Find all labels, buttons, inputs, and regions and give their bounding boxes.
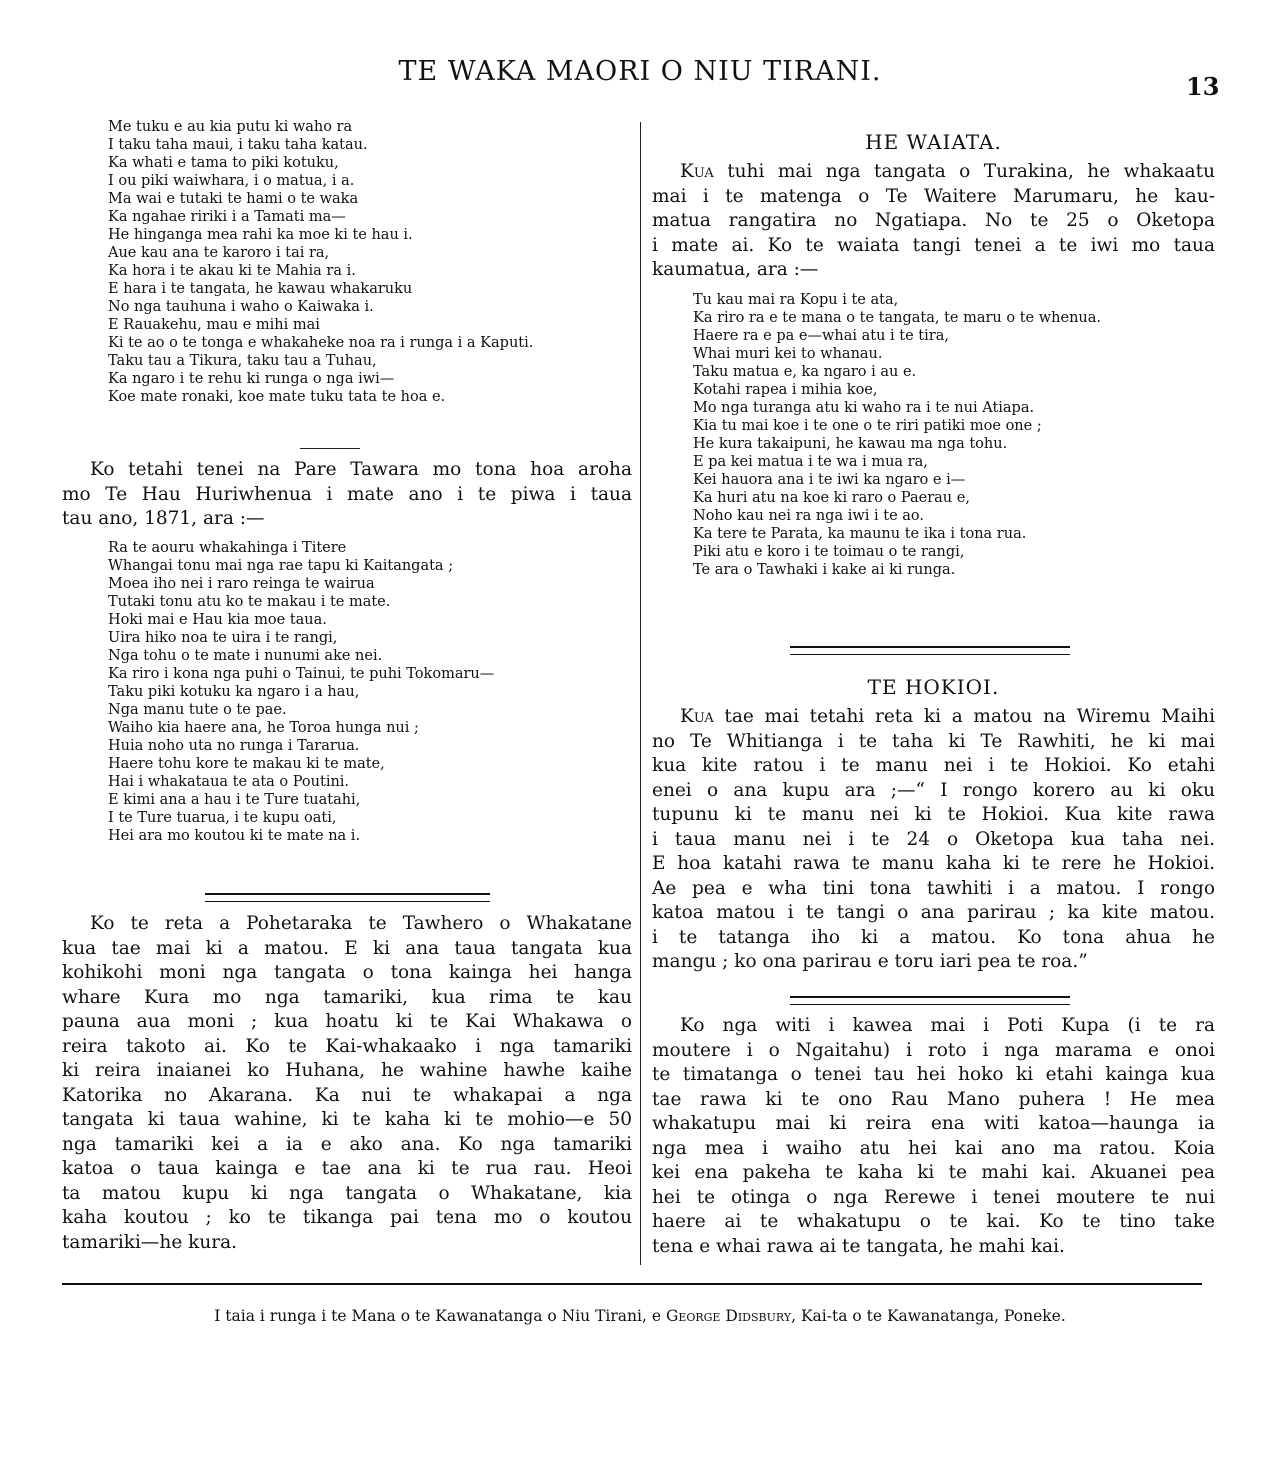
text-line: Ko tetahi tenei na Pare Tawara mo tona hoa aroha bbox=[90, 459, 632, 480]
text-line: mangu ; ko ona parirau e toru iari pea te roa.” bbox=[652, 951, 1088, 972]
text-line: matua rangatira no Ngatiapa. No te 25 o Oketopa bbox=[652, 210, 1215, 231]
line-text: tuhi mai nga tangata o Turakina, he whakaatu bbox=[713, 161, 1215, 182]
verse-line: Waiho kia haere ana, he Toroa hunga nui ; bbox=[108, 720, 419, 736]
text-line: i mate ai. Ko te waiata tangi tenei a te iwi mo taua bbox=[652, 234, 1215, 256]
text-line: nga mea i waiho atu hei kai ano ma ratou. Koia bbox=[652, 1137, 1215, 1159]
poem-left-2 bbox=[108, 539, 494, 845]
verse-line: E hara i te tangata, he kawau whakaruku bbox=[108, 281, 413, 297]
text-line: Katorika no Akarana. Ka nui te whakapai a nga bbox=[62, 1084, 632, 1106]
verse-line: Ka huri atu na koe ki raro o Paerau e, bbox=[693, 490, 970, 506]
text-line: katoa o taua kainga e tae ana ki te rua rau. Heoi bbox=[62, 1158, 632, 1179]
paragraph-left-1 bbox=[62, 458, 632, 532]
text-line: tau ano, 1871, ara :— bbox=[62, 508, 265, 529]
verse-line: Mo nga turanga atu ki waho ra i te nui Atiapa. bbox=[693, 400, 1035, 416]
verse-line: Aue kau ana te karoro i tai ra, bbox=[108, 245, 330, 261]
text-line: tupunu ki te manu nei ki te Hokioi. Kua kite rawa bbox=[652, 804, 1215, 825]
verse-line: Haere ra e pa e—whai atu i te tira, bbox=[693, 328, 949, 344]
text-line: no Te Whitianga i te taha ki Te Rawhiti, he ki mai bbox=[652, 730, 1215, 752]
verse-line: Nga tohu o te mate i nunumi ake nei. bbox=[108, 648, 383, 664]
verse-line: He kura takaipuni, he kawau ma nga tohu. bbox=[693, 436, 1008, 452]
verse-line: I taku taha maui, i taku taha katau. bbox=[108, 137, 368, 153]
text-line: tena e whai rawa ai te tangata, he mahi kai. bbox=[652, 1235, 1065, 1257]
text-line: mo Te Hau Huriwhenua i mate ano i te piwa i taua bbox=[62, 483, 632, 505]
verse-line: Ka ngahae ririki i a Tamati ma— bbox=[108, 209, 346, 225]
text-line: ki reira inaianei ko Huhana, he wahine hawhe kaihe bbox=[62, 1060, 632, 1081]
paragraph-right-2 bbox=[652, 705, 1215, 975]
poem-right-1 bbox=[693, 291, 1101, 579]
verse-line: Hei ara mo koutou ki te mate na i. bbox=[108, 828, 361, 844]
page-title: TE WAKA MAORI O NIU TIRANI. bbox=[398, 56, 882, 87]
verse-line: Nga manu tute o te pae. bbox=[108, 702, 287, 718]
verse-line: Noho kau nei ra nga iwi i te ao. bbox=[693, 508, 924, 524]
text-line bbox=[652, 160, 1215, 185]
lead-word: Kua bbox=[680, 706, 714, 727]
verse-line: Ka riro ra e te mana o te tangata, te maru o te whenua. bbox=[693, 310, 1101, 326]
text-line: i te tatanga iho ki a matou. Ko tona ahua he bbox=[652, 926, 1215, 948]
heading-te-hokioi: TE HOKIOI. bbox=[867, 675, 1000, 699]
verse-line: Ka riro i kona nga puhi o Tainui, te puhi Tokomaru— bbox=[108, 666, 495, 682]
text-line: kua tae mai ki a matou. E ki ana taua tangata kua bbox=[62, 937, 632, 959]
verse-line: Kotahi rapea i mihia koe, bbox=[693, 382, 878, 398]
text-line: katoa matou i te tangi o ana parirau ; ka kite matou. bbox=[652, 902, 1215, 923]
imprint-post: , Kai-ta o te Kawanatanga, Poneke. bbox=[791, 1307, 1066, 1325]
text-line: E hoa katahi rawa te manu kaha ki te rere he Hokioi. bbox=[652, 853, 1215, 874]
verse-line: Koe mate ronaki, koe mate tuku tata te hoa e. bbox=[108, 389, 446, 405]
verse-line: E Rauakehu, mau e mihi mai bbox=[108, 317, 320, 333]
verse-line: Taku tau a Tikura, taku tau a Tuhau, bbox=[108, 353, 377, 369]
text-line: hei te otinga o nga Rerewe i tenei moutere te nui bbox=[652, 1186, 1215, 1208]
verse-line: Ra te aouru whakahinga i Titere bbox=[108, 540, 347, 556]
verse-line: Te ara o Tawhaki i kake ai ki runga. bbox=[693, 562, 956, 578]
verse-line: He hinganga mea rahi ka moe ki te hau i. bbox=[108, 227, 413, 243]
verse-line: Haere tohu kore te makau ki te mate, bbox=[108, 756, 385, 772]
paragraph-right-1 bbox=[652, 160, 1215, 283]
text-line: ta matou kupu ki nga tangata o Whakatane, kia bbox=[62, 1182, 632, 1204]
verse-line: Kei hauora ana i te iwi ka ngaro e i— bbox=[693, 472, 966, 488]
verse-line: Tutaki tonu atu ko te makau i te mate. bbox=[108, 594, 391, 610]
verse-line: Ka ngaro i te rehu ki runga o nga iwi— bbox=[108, 371, 395, 387]
double-rule bbox=[790, 646, 1070, 655]
verse-line: Whangai tonu mai nga rae tapu ki Kaitangata ; bbox=[108, 558, 454, 574]
verse-line: Taku matua e, ka ngaro i au e. bbox=[693, 364, 917, 380]
verse-line: Taku piki kotuku ka ngaro i a hau, bbox=[108, 684, 360, 700]
imprint bbox=[0, 1307, 1280, 1325]
verse-line: Ma wai e tutaki te hami o te waka bbox=[108, 191, 359, 207]
verse-line: Me tuku e au kia putu ki waho ra bbox=[108, 119, 353, 135]
imprint-pre: I taia i runga i te Mana o te Kawanatanga o Niu Tirani, e bbox=[214, 1307, 666, 1325]
verse-line: Tu kau mai ra Kopu i te ata, bbox=[693, 292, 899, 308]
verse-line: Hai i whakataua te ata o Poutini. bbox=[108, 774, 350, 790]
text-line: pauna aua moni ; kua hoatu ki te Kai Whakawa o bbox=[62, 1011, 632, 1032]
section-rule bbox=[300, 448, 360, 449]
text-line: whare Kura mo nga tamariki, kua rima te kau bbox=[62, 986, 632, 1008]
text-line: kua kite ratou i te manu nei i te Hokioi. Ko etahi bbox=[652, 755, 1215, 776]
verse-line: Whai muri kei to whanau. bbox=[693, 346, 883, 362]
verse-line: Ka tere te Parata, ka maunu te ika i tona rua. bbox=[693, 526, 1027, 542]
text-line: kaumatua, ara :— bbox=[652, 259, 819, 280]
verse-line: Huia noho uta no runga i Tararua. bbox=[108, 738, 360, 754]
verse-line: I ou piki waiwhara, i o matua, i a. bbox=[108, 173, 355, 189]
text-line: te timatanga o tenei tau hei hoko ki etahi kainga kua bbox=[652, 1064, 1215, 1085]
text-line: nga tamariki kei a ia e ako ana. Ko nga tamariki bbox=[62, 1133, 632, 1155]
text-line: kaha koutou ; ko te tikanga pai tena mo o koutou bbox=[62, 1207, 632, 1228]
text-line: enei o ana kupu ara ;—“ I rongo korero au ki oku bbox=[652, 779, 1215, 801]
verse-line: Moea iho nei i raro reinga te wairua bbox=[108, 576, 375, 592]
text-line: haere ai te whakatupu o te kai. Ko te tino take bbox=[652, 1211, 1215, 1232]
verse-line: E pa kei matua i te wa i mua ra, bbox=[693, 454, 928, 470]
text-line: tae rawa ki te ono Rau Mano puhera ! He mea bbox=[652, 1088, 1215, 1110]
double-rule bbox=[205, 893, 490, 902]
text-line: mai i te matenga o Te Waitere Marumaru, he kau- bbox=[652, 185, 1215, 207]
poem-left-1 bbox=[108, 118, 533, 406]
lead-word: Kua bbox=[680, 161, 714, 182]
double-rule bbox=[790, 996, 1070, 1005]
text-line: kohikohi moni nga tangata o tona kainga hei hanga bbox=[62, 962, 632, 983]
text-line: moutere i o Ngaitahu) i roto i nga marama e onoi bbox=[652, 1039, 1215, 1061]
text-line: tamariki—he kura. bbox=[62, 1231, 238, 1253]
text-line: i taua manu nei i te 24 o Oketopa kua taha nei. bbox=[652, 828, 1215, 850]
text-line: reira takoto ai. Ko te Kai-whakaako i nga tamariki bbox=[62, 1035, 632, 1057]
text-line: kei ena pakeha te kaha ki te mahi kai. Akuanei pea bbox=[652, 1162, 1215, 1183]
verse-line: Piki atu e koro i te toimau o te rangi, bbox=[693, 544, 965, 560]
text-line: Ko te reta a Pohetaraka te Tawhero o Whakatane bbox=[90, 913, 632, 934]
verse-line: Ka hora i te akau ki te Mahia ra i. bbox=[108, 263, 356, 279]
verse-line: Ki te ao o te tonga e whakaheke noa ra i runga i a Kaputi. bbox=[108, 335, 534, 351]
verse-line: I te Ture tuarua, i te kupu oati, bbox=[108, 810, 337, 826]
line-text: tae mai tetahi reta ki a matou na Wiremu Maihi bbox=[713, 706, 1215, 727]
heading-he-waiata: HE WAIATA. bbox=[865, 130, 1002, 154]
imprint-printer: George Didsbury bbox=[665, 1307, 792, 1325]
page-number: 13 bbox=[1186, 72, 1220, 101]
verse-line: Hoki mai e Hau kia moe taua. bbox=[108, 612, 327, 628]
verse-line: No nga tauhuna i waho o Kaiwaka i. bbox=[108, 299, 374, 315]
text-line: Ko nga witi i kawea mai i Poti Kupa (i te ra bbox=[680, 1015, 1215, 1036]
text-line: Ae pea e wha tini tona tawhiti i a matou. I rongo bbox=[652, 877, 1215, 899]
paragraph-right-3 bbox=[652, 1014, 1215, 1259]
verse-line: Ka whati e tama to piki kotuku, bbox=[108, 155, 339, 171]
text-line bbox=[652, 705, 1215, 730]
text-line: tangata ki taua wahine, ki te kaha ki te mohio—e 50 bbox=[62, 1109, 632, 1130]
text-line: whakatupu mai ki reira ena witi katoa—haunga ia bbox=[652, 1113, 1215, 1134]
verse-line: E kimi ana a hau i te Ture tuatahi, bbox=[108, 792, 361, 808]
footer-rule bbox=[62, 1283, 1202, 1285]
column-divider bbox=[640, 122, 641, 1265]
verse-line: Kia tu mai koe i te one o te riri patiki moe one ; bbox=[693, 418, 1042, 434]
paragraph-left-2 bbox=[62, 912, 632, 1255]
verse-line: Uira hiko noa te uira i te rangi, bbox=[108, 630, 338, 646]
